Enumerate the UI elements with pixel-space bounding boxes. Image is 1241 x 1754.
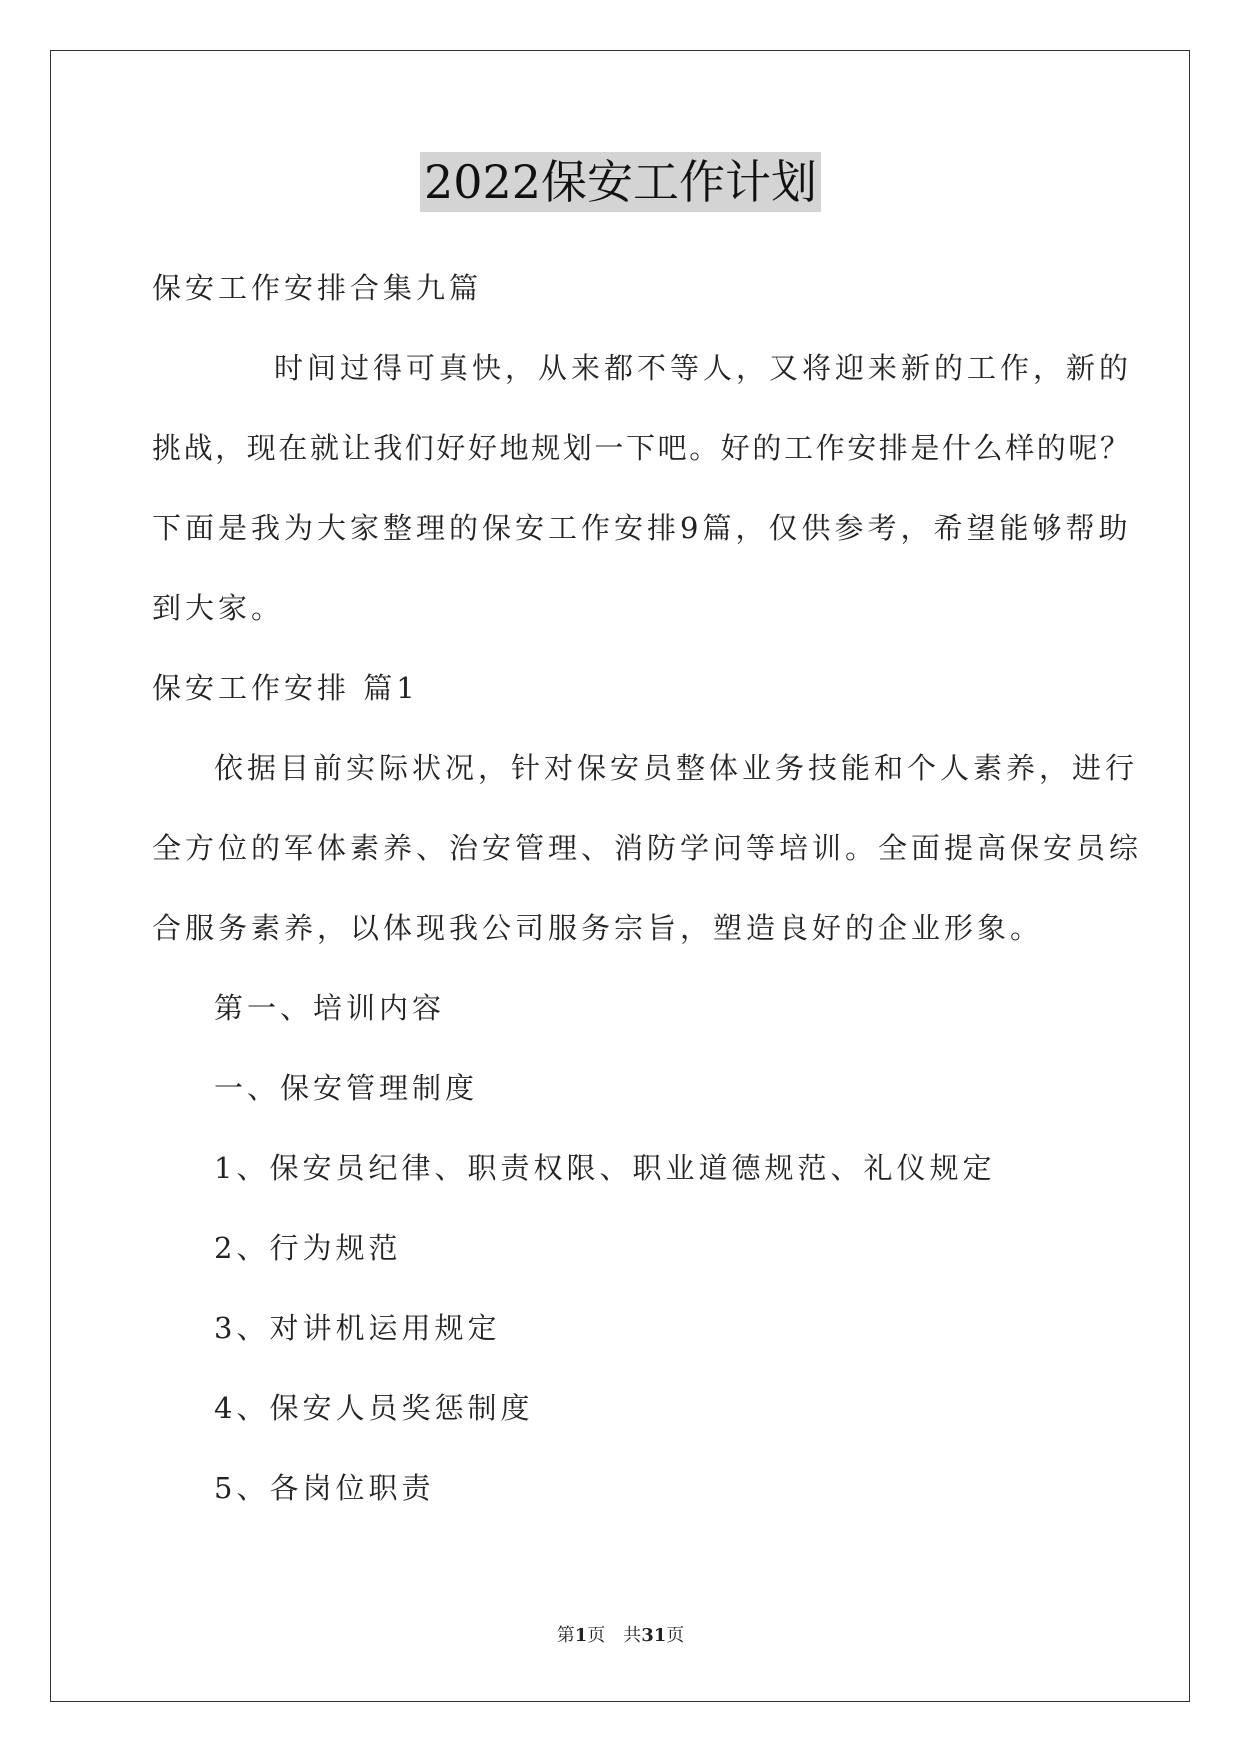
section-heading: 保安工作安排 篇1 (152, 671, 419, 705)
paragraph-line: 依据目前实际状况，针对保安员整体业务技能和个人素养，进行 (214, 751, 1139, 785)
document-title: 2022保安工作计划 (420, 152, 821, 212)
footer-total-prefix: 共 (623, 1625, 642, 1646)
footer-page-unit: 页 (587, 1625, 606, 1646)
footer-total-unit: 页 (666, 1625, 685, 1646)
list-item: 第一、培训内容 (214, 991, 446, 1025)
paragraph-line: 全方位的军体素养、治安管理、消防学问等培训。全面提高保安员综 (152, 831, 1143, 865)
intro-line: 到大家。 (152, 591, 285, 625)
page-footer (0, 1624, 1241, 1648)
paragraph-line: 合服务素养，以体现我公司服务宗旨，塑造良好的企业形象。 (152, 911, 1044, 945)
document-subtitle: 保安工作安排合集九篇 (152, 271, 483, 305)
intro-line: 下面是我为大家整理的保安工作安排9篇，仅供参考，希望能够帮助 (152, 511, 1132, 545)
list-item: 1、保安员纪律、职责权限、职业道德规范、礼仪规定 (214, 1151, 996, 1185)
list-item: 2、行为规范 (214, 1231, 402, 1265)
title-container (0, 152, 1241, 212)
list-item: 4、保安人员奖惩制度 (214, 1391, 534, 1425)
list-item: 3、对讲机运用规定 (214, 1311, 501, 1345)
footer-total-pages: 31 (641, 1625, 667, 1646)
intro-line: 挑战，现在就让我们好好地规划一下吧。好的工作安排是什么样的呢？ (152, 431, 1132, 465)
list-item: 一、保安管理制度 (214, 1071, 479, 1105)
list-item: 5、各岗位职责 (214, 1471, 435, 1505)
footer-page-prefix: 第 (556, 1625, 575, 1646)
footer-page-number: 1 (574, 1625, 588, 1646)
intro-line: 时间过得可真快，从来都不等人，又将迎来新的工作，新的 (274, 351, 1133, 385)
